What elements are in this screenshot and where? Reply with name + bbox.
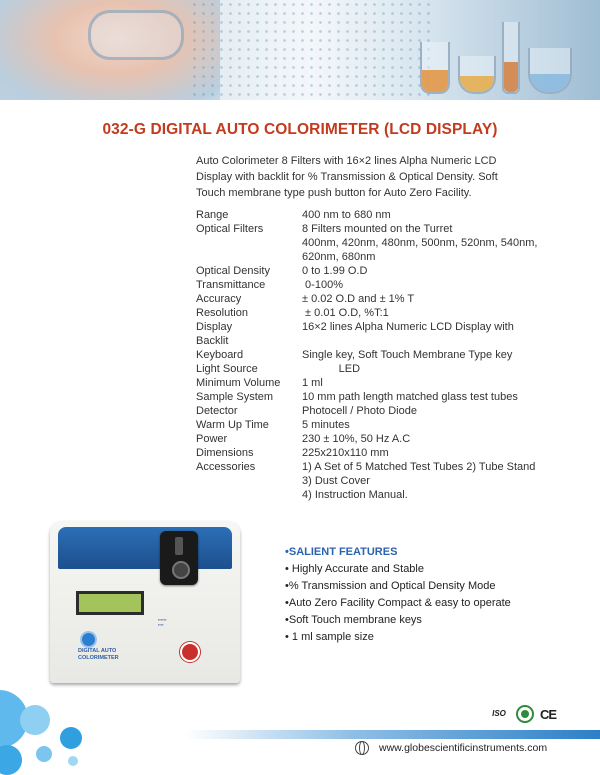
- spec-value: Photocell / Photo Diode: [302, 405, 417, 417]
- decorative-circle: [60, 727, 82, 749]
- spec-label: Light Source: [196, 363, 258, 375]
- device-label: DIGITAL AUTO COLORIMETER: [78, 648, 119, 661]
- spec-row: [196, 278, 576, 292]
- spec-row: [196, 446, 576, 460]
- features-heading: •SALIENT FEATURES: [285, 546, 398, 558]
- page-title: 032-G DIGITAL AUTO COLORIMETER (LCD DISPLAY): [102, 121, 498, 138]
- spec-value: 16×2 lines Alpha Numeric LCD Display with: [302, 321, 514, 333]
- brand-logo-icon: [180, 642, 200, 662]
- spec-value: 0 to 1.99 O.D: [302, 265, 368, 277]
- filter-turret: [160, 531, 198, 585]
- spec-label: Optical Filters: [196, 223, 264, 235]
- spec-row: [196, 208, 576, 222]
- spec-label: Range: [196, 209, 229, 221]
- website-link[interactable]: www.globescientificinstruments.com: [379, 742, 548, 754]
- spec-label: Accuracy: [196, 293, 242, 305]
- goggles-graphic: [88, 10, 184, 60]
- spec-label: Transmittance: [196, 279, 266, 291]
- header-banner-image: [0, 0, 600, 100]
- certification-marks: [488, 705, 556, 723]
- spec-label: Optical Density: [196, 265, 270, 277]
- spec-value: 1 ml: [302, 377, 323, 389]
- spec-row: [196, 376, 576, 390]
- spec-label: Accessories: [196, 461, 256, 473]
- spec-value: 225x210x110 mm: [302, 447, 389, 459]
- intro-paragraph: Auto Colorimeter 8 Filters with 16×2 lines Alpha Numeric LCD Display with backlit for % Transmission & Optical Density. Soft Touch membrane type push button for Auto Zero Facility.: [196, 155, 498, 199]
- spec-row: [196, 334, 576, 348]
- spec-label: Warm Up Time: [196, 419, 269, 431]
- spec-label: Resolution: [196, 307, 248, 319]
- footer-bar: [185, 730, 600, 739]
- feature-item: • Highly Accurate and Stable: [285, 563, 424, 575]
- flask-graphic: [458, 56, 496, 94]
- flask-graphic: [528, 48, 572, 94]
- flask-graphic: [420, 42, 450, 94]
- iso-icon: ISO: [492, 709, 506, 718]
- spec-row: [196, 418, 576, 432]
- spec-row: [196, 362, 576, 376]
- salient-features: [285, 544, 585, 646]
- spec-row: [196, 320, 576, 334]
- footer: [355, 741, 547, 755]
- spec-label: Keyboard: [196, 349, 244, 361]
- spec-row: [196, 390, 576, 404]
- flask-graphic: [502, 22, 520, 94]
- spec-value: 5 minutes: [302, 419, 350, 431]
- feature-item: •Auto Zero Facility Compact & easy to operate: [285, 597, 511, 609]
- feature-item: •Soft Touch membrane keys: [285, 614, 422, 626]
- feature-item: • 1 ml sample size: [285, 631, 374, 643]
- spec-label: Detector: [196, 405, 238, 417]
- spec-value: 230 ± 10%, 50 Hz A.C: [302, 433, 411, 445]
- decorative-circle: [0, 745, 22, 775]
- spec-row: [196, 264, 576, 278]
- spec-row: [196, 292, 576, 306]
- spec-value: Single key, Soft Touch Membrane Type key: [302, 349, 513, 361]
- spec-label: Sample System: [196, 391, 274, 403]
- lcd-display: [76, 591, 144, 615]
- feature-item: •% Transmission and Optical Density Mode: [285, 580, 496, 592]
- spec-value: 10 mm path length matched glass test tubes: [302, 391, 518, 403]
- decorative-circle: [36, 746, 52, 762]
- decorative-circle: [68, 756, 78, 766]
- spec-label: Dimensions: [196, 447, 254, 459]
- spec-row: [196, 460, 576, 502]
- spec-value: 8 Filters mounted on the Turret 400nm, 420nm, 480nm, 500nm, 520nm, 540nm, 620nm, 680nm: [302, 223, 538, 263]
- spec-row: [196, 432, 576, 446]
- spec-value: ± 0.01 O.D, %T:1: [302, 307, 389, 319]
- spec-label: Backlit: [196, 335, 229, 347]
- spec-value: 0-100%: [302, 279, 343, 291]
- spec-value: 400 nm to 680 nm: [302, 209, 391, 221]
- spec-value: [302, 334, 576, 348]
- globe-icon: [355, 741, 369, 755]
- spec-value: ± 0.02 O.D and ± 1% T: [302, 293, 415, 305]
- spec-table: [196, 208, 576, 502]
- spec-value: 1) A Set of 5 Matched Test Tubes 2) Tube Stand 3) Dust Cover 4) Instruction Manual.: [302, 461, 536, 501]
- spec-row: [196, 222, 576, 264]
- certification-seal-icon: [516, 705, 534, 723]
- colorimeter-product-image: ▪▪▪▪▪▪ ▪▪▪▪ DIGITAL AUTO COLORIMETER: [50, 521, 240, 691]
- spec-label: Power: [196, 433, 228, 445]
- spec-label: Minimum Volume: [196, 377, 281, 389]
- spec-row: [196, 404, 576, 418]
- decorative-circle: [20, 705, 50, 735]
- spec-value: LED: [302, 363, 361, 375]
- ce-mark-icon: CE: [540, 706, 557, 722]
- spec-row: [196, 306, 576, 320]
- spec-label: Display: [196, 321, 233, 333]
- spec-row: [196, 348, 576, 362]
- zero-button: [80, 631, 97, 648]
